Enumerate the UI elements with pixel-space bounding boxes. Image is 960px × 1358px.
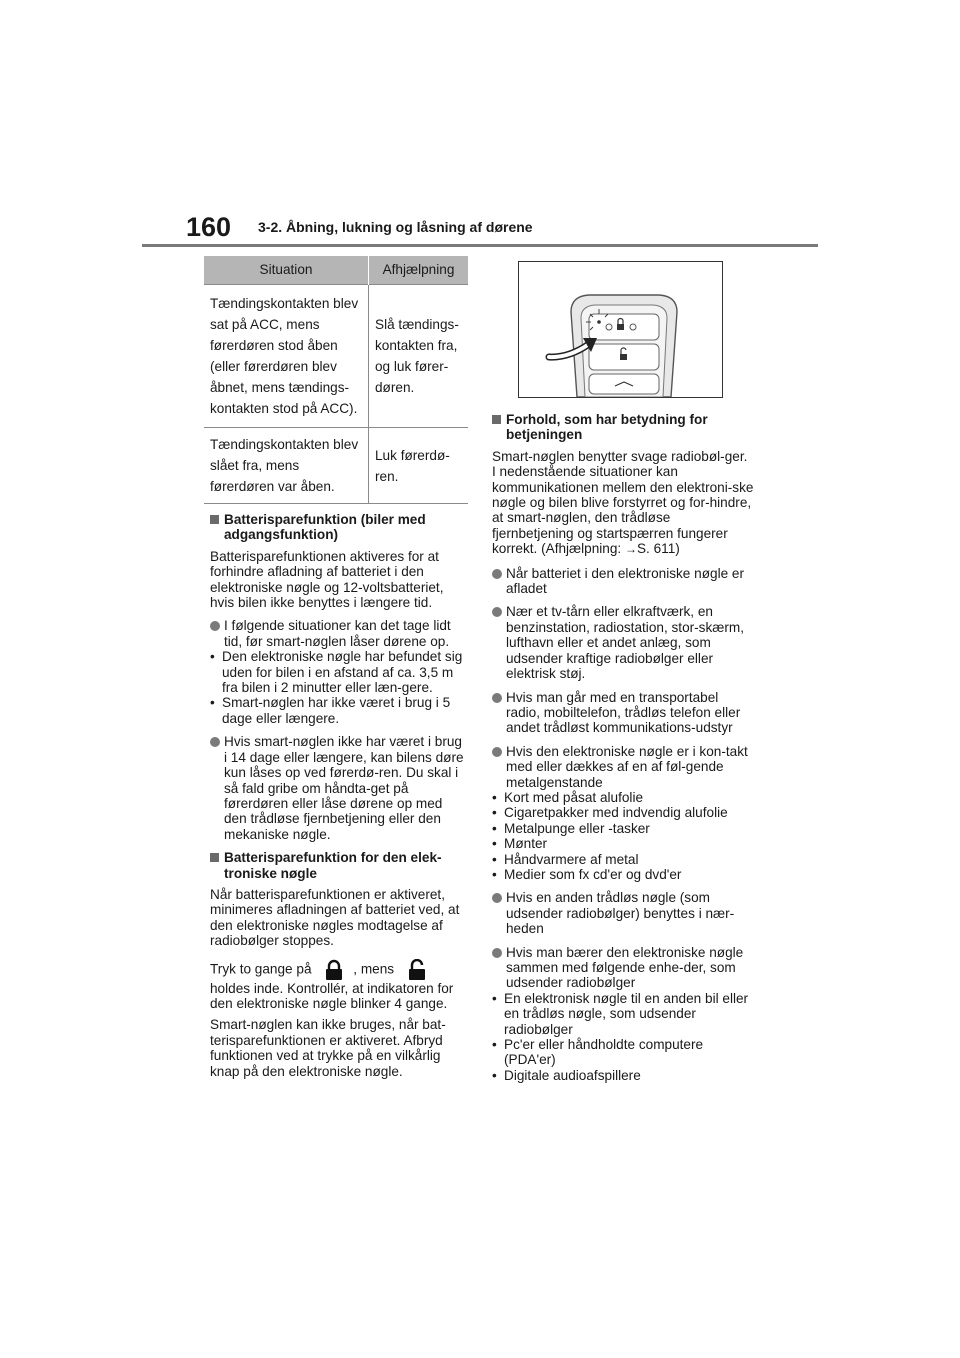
- dot-item: Hvis smart-nøglen ikke har været i brug i 14 dage eller længere, kan bilens døre kun låses op ved førerdø-ren. Du skal i så fald gribe om håndta-get på førerdøren eller låse dørene op med den trådløse fjernbetjening eller den mekaniske nøgle.: [210, 734, 468, 842]
- table-cell-situation: Tændingskontakten blev slået fra, mens førerdøren var åben.: [204, 428, 369, 504]
- text-fragment: , mens: [353, 961, 395, 977]
- bullet-item: • Kort med påsat alufolie: [492, 790, 754, 805]
- situation-table: [204, 256, 468, 504]
- bullet-item: • Digitale audioafspillere: [492, 1068, 754, 1083]
- right-column: [492, 404, 754, 1083]
- bullet-item: • Medier som fx cd'er og dvd'er: [492, 867, 754, 882]
- paragraph-press-instruction: [210, 959, 468, 1012]
- arrow-right-icon: →: [624, 542, 637, 557]
- bullet-item: • Cigaretpakker med indvendig alufolie: [492, 805, 754, 820]
- bullet-item: • Mønter: [492, 836, 754, 851]
- dot-item: Hvis man går med en transportabel radio, mobiltelefon, trådløs telefon eller andet trådløst kommunikations-udstyr: [492, 690, 754, 736]
- paragraph: Batterisparefunktionen aktiveres for at forhindre afladning af batteriet i den elektroniske nøgle og 12-voltsbatteriet, hvis bilen ikke benyttes i længere tid.: [210, 548, 444, 611]
- bullet-item: • Smart-nøglen har ikke været i brug i 5 dage eller længere.: [210, 695, 468, 726]
- dot-item: Nær et tv-tårn eller elkraftværk, en benzinstation, radiostation, stor-skærm, lufthavn eller et andet anlæg, som udsender kraftige radiobølger eller elektrisk støj.: [492, 604, 754, 681]
- bullet-item: • Den elektroniske nøgle har befundet sig uden for bilen i en afstand af ca. 3,5 m fra bilen i 2 minutter eller læn-gere.: [210, 649, 468, 695]
- table-row: [204, 428, 468, 504]
- table-cell-remedy: Slå tændings-kontakten fra, og luk fører-døren.: [369, 285, 469, 428]
- section-title: 3-2. Åbning, lukning og låsning af dørene: [258, 219, 533, 235]
- heading-key-battery-save: Batterisparefunktion for den elek-troniske nøgle: [210, 850, 468, 881]
- bullet-item: • Metalpunge eller -tasker: [492, 821, 754, 836]
- page-reference[interactable]: S. 611): [636, 541, 680, 557]
- header-rule: [142, 244, 818, 247]
- dot-item: Hvis man bærer den elektroniske nøgle sammen med følgende enhe-der, som udsender radiobølger: [492, 945, 754, 991]
- bullet-item: • Håndvarmere af metal: [492, 852, 754, 867]
- dot-item: Hvis en anden trådløs nøgle (som udsender radiobølger) benyttes i nær-heden: [492, 890, 754, 936]
- key-fob-illustration: [518, 261, 723, 398]
- heading-battery-save: Batterisparefunktion (biler med adgangsfunktion): [210, 512, 468, 543]
- table-header-situation: Situation: [204, 256, 369, 285]
- table-header-remedy: Afhjælpning: [369, 256, 469, 285]
- text-fragment: Tryk to gange på: [210, 961, 312, 977]
- dot-item: Når batteriet i den elektroniske nøgle er afladet: [492, 566, 754, 597]
- paragraph: Smart-nøglen kan ikke bruges, når bat-terisparefunktionen er aktiveret. Afbryd funktionen ved at trykke på en vilkårlig knap på den elektroniske nøgle.: [210, 1017, 446, 1079]
- left-column: [210, 504, 468, 1079]
- text-fragment: Smart-nøglen benytter svage radiobøl-ger. I nedenstående situationer kan kommunikationen mellem den elektroni-ske nøgle og bilen blive forstyrret og for-hindre, at smart-nøglen, den trådløse fjernbetjening og startspærren fungerer korrekt. (Afhjælpning:: [492, 448, 754, 557]
- key-fob-drawing: [519, 262, 722, 397]
- table-header-row: [204, 256, 468, 285]
- paragraph: Når batterisparefunktionen er aktiveret, minimeres afladningen af batteriet ved, at den elektroniske nøgles modtagelse af radiobølger stoppes.: [210, 886, 460, 949]
- text-fragment: holdes inde. Kontrollér, at indikatoren for den elektroniske nøgle blinker 4 gange.: [210, 980, 454, 1011]
- table-row: [204, 285, 468, 428]
- dot-item: Hvis den elektroniske nøgle er i kon-takt med eller dækkes af en af føl-gende metalgenstande: [492, 744, 754, 790]
- paragraph: [492, 449, 754, 558]
- lock-icon: [321, 959, 347, 981]
- bullet-item: • Pc'er eller håndholdte computere (PDA'er): [492, 1037, 754, 1068]
- table-cell-situation: Tændingskontakten blev sat på ACC, mens førerdøren stod åben (eller førerdøren blev åbnet, mens tændings-kontakten stod på ACC).: [204, 285, 369, 428]
- bullet-item: • En elektronisk nøgle til en anden bil eller en trådløs nøgle, som udsender radiobølger: [492, 991, 754, 1037]
- dot-item: I følgende situationer kan det tage lidt tid, før smart-nøglen låser dørene op.: [210, 618, 468, 649]
- heading-conditions: Forhold, som har betydning for betjeningen: [492, 412, 754, 443]
- unlock-icon: [404, 959, 430, 981]
- table-cell-remedy: Luk førerdø-ren.: [369, 428, 469, 504]
- page-number: 160: [186, 212, 232, 242]
